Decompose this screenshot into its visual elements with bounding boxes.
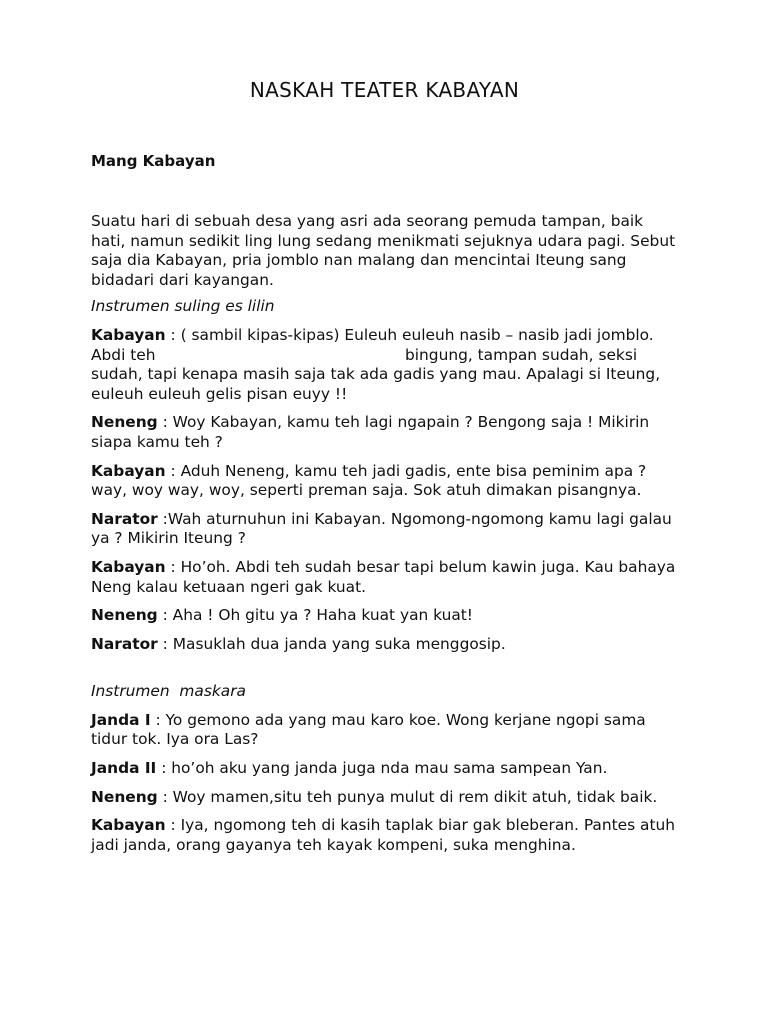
speaker-name: Janda II — [91, 759, 157, 778]
dialogue-line — [91, 788, 678, 808]
speaker-name: Neneng — [91, 787, 158, 806]
dialogue-text: : Yo gemono ada yang mau karo koe. Wong kerjane ngopi sama tidur tok. Iya ora Las? — [91, 710, 646, 749]
dialogue-line — [91, 711, 678, 750]
speaker-name: Kabayan — [91, 461, 166, 480]
dialogue-line — [91, 759, 678, 779]
intro-paragraph: Suatu hari di sebuah desa yang asri ada seorang pemuda tampan, baik hati, namun sedikit ling lung sedang menikmati sejuknya udara pagi. Sebut saja dia Kabayan, pria jomblo nan malang dan mencintai Iteung sang bidadari dari kayangan. — [91, 212, 676, 289]
dialogue-text: : Woy Kabayan, kamu teh lagi ngapain ? Bengong saja ! Mikirin siapa kamu teh ? — [91, 413, 650, 451]
dialogue-line — [91, 816, 678, 855]
speaker-name: Kabayan — [91, 816, 166, 835]
dialogue-text: : Iya, ngomong teh di kasih taplak biar gak bleberan. Pantes atuh jadi janda, orang gayanya teh kayak kompeni, suka menghina. — [91, 816, 675, 854]
dialogue-text: : Aha ! Oh gitu ya ? Haha kuat yan kuat! — [157, 606, 473, 625]
dialogue-line — [91, 510, 678, 549]
dialogue-text: : ho’oh aku yang janda juga nda mau sama sampean Yan. — [156, 759, 608, 778]
dialogue-text: : Ho’oh. Abdi teh sudah besar tapi belum kawin juga. Kau bahaya Neng kalau ketuaan ngeri gak kuat. — [91, 557, 676, 596]
dialogue-line — [91, 558, 678, 597]
speaker-name: Janda I — [91, 710, 151, 729]
stage-direction: Instrumen suling es lilin — [91, 297, 275, 316]
dialogue-line — [91, 413, 678, 452]
dialogue-line — [91, 606, 678, 626]
document-title: NASKAH TEATER KABAYAN — [249, 78, 520, 102]
speaker-name: Kabayan — [91, 325, 166, 344]
dialogue-line — [91, 326, 678, 404]
speaker-name: Neneng — [91, 606, 158, 625]
speaker-name: Narator — [91, 634, 158, 653]
stage-direction: Instrumen maskara — [91, 682, 246, 701]
dialogue-text: :Wah aturnuhun ini Kabayan. Ngomong-ngomong kamu lagi galau ya ? Mikirin Iteung ? — [91, 509, 672, 548]
speaker-name: Narator — [91, 509, 158, 528]
dialogue-text: : Masuklah dua janda yang suka menggosip. — [157, 634, 506, 653]
dialogue-line — [91, 635, 678, 655]
speaker-name: Neneng — [91, 413, 158, 432]
section-heading: Mang Kabayan — [91, 152, 216, 170]
speaker-name: Kabayan — [91, 557, 166, 576]
dialogue-text: : ( sambil kipas-kipas) Euleuh euleuh nasib – nasib jadi jomblo. Abdi teh bingung, tampan sudah, seksi sudah, tapi kenapa masih saja tak ada gadis yang mau. Apalagi si Iteung, euleuh euleuh gelis pisan euyy !! — [91, 325, 665, 403]
dialogue-text: : Woy mamen,situ teh punya mulut di rem dikit atuh, tidak baik. — [157, 787, 658, 806]
dialogue-text: : Aduh Neneng, kamu teh jadi gadis, ente bisa peminim apa ? way, woy way, woy, seperti preman saja. Sok atuh dimakan pisangnya. — [91, 461, 647, 500]
dialogue-line — [91, 462, 678, 501]
